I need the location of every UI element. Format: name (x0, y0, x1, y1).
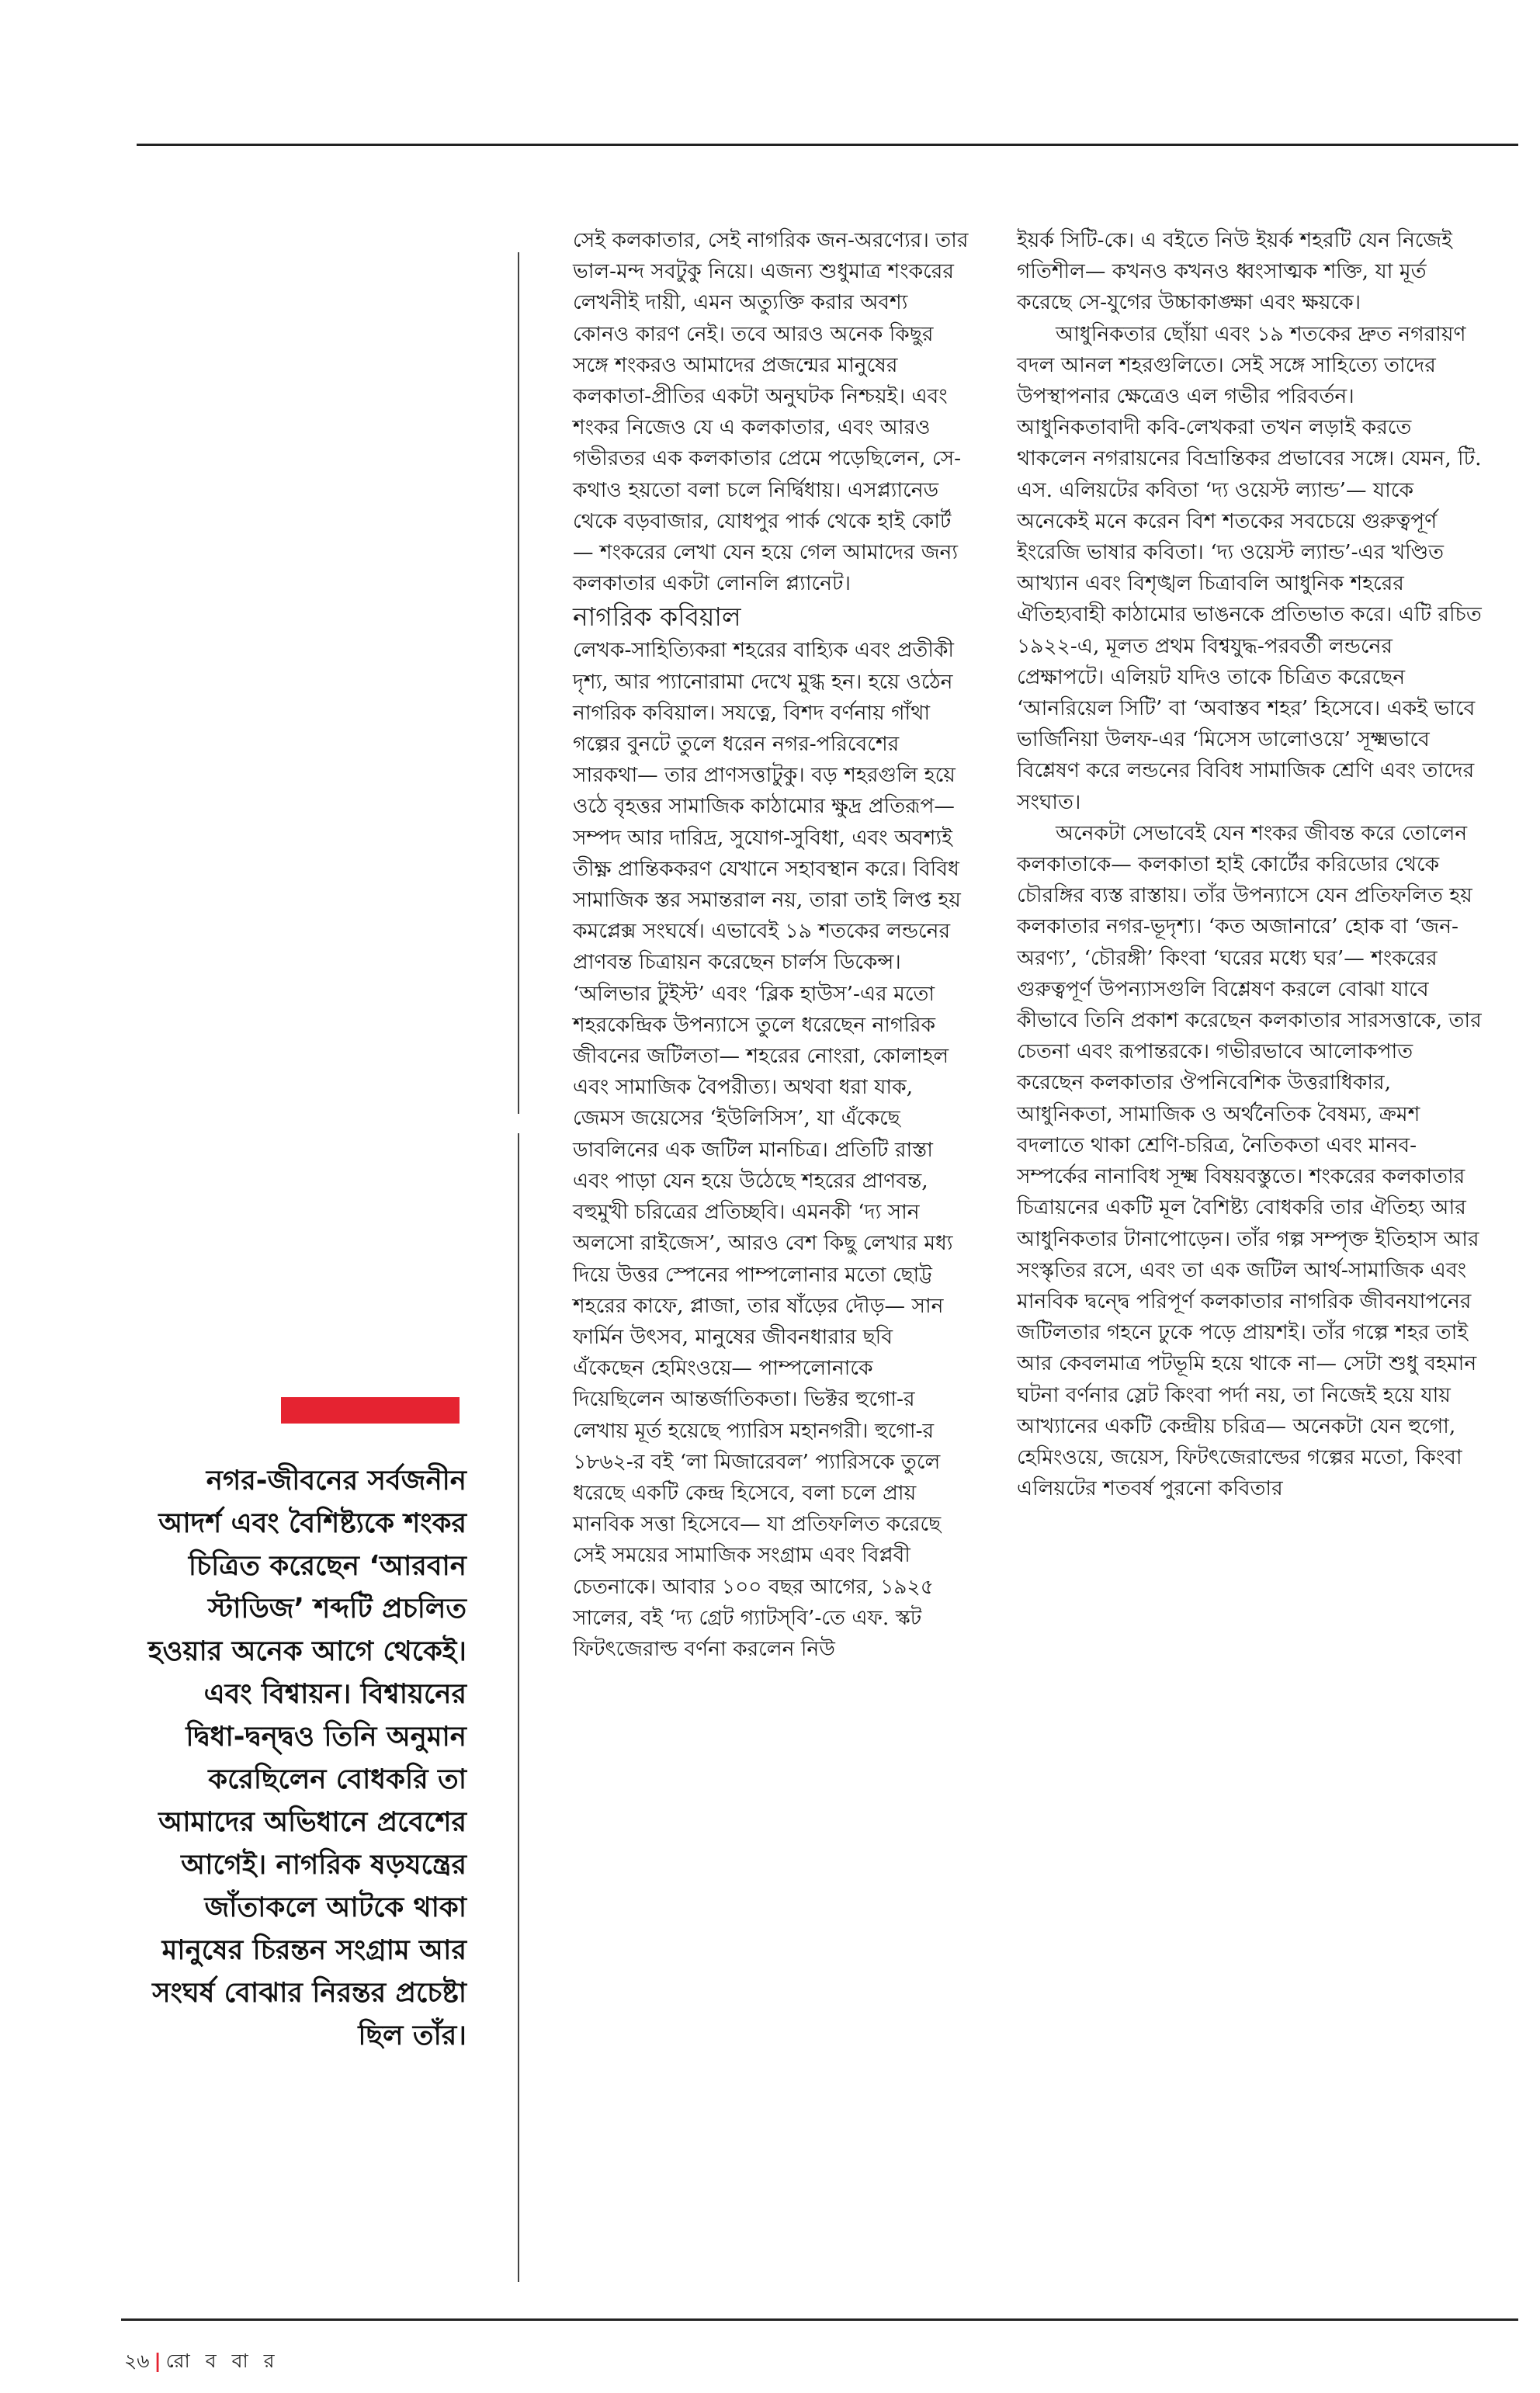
column-divider-upper (518, 252, 519, 1114)
article-column-middle (573, 225, 969, 1665)
footer-separator: | (154, 2350, 161, 2372)
article-paragraph: সেই কলকাতার, সেই নাগরিক জন-অরণ্যের। তার ভাল-মন্দ সবটুকু নিয়ে। এজন্য শুধুমাত্র শংকরের লেখনীই দায়ী, এমন অত্যুক্তি করার অবশ্য কোনও কারণ নেই। তবে আরও অনেক কিছুর সঙ্গে শংকরও আমাদের প্রজন্মের মানুষের কলকাতা-প্রীতির একটা অনুঘটক নিশ্চয়ই। এবং শংকর নিজেও যে এ কলকাতার, এবং আরও গভীরতর এক কলকাতার প্রেমে পড়েছিলেন, সে-কথাও হয়তো বলা চলে নির্দ্বিধায়। এসপ্ল্যানেড থেকে বড়বাজার, যোধপুর পার্ক থেকে হাই কোর্ট— শংকরের লেখা যেন হয়ে গেল আমাদের জন্য কলকাতার একটা লোনলি প্ল্যানেট। (573, 228, 969, 596)
page-footer (124, 2346, 279, 2379)
page-number: ২৬ (124, 2350, 150, 2372)
article-paragraph: অনেকটা সেভাবেই যেন শংকর জীবন্ত করে তোলেন কলকাতাকে— কলকাতা হাই কোর্টের করিডোর থেকে চৌরঙ্গির ব্যস্ত রাস্তায়। তাঁর উপন্যাসে যেন প্রতিফলিত হয় কলকাতার নগর-ভূদৃশ্য। ‘কত অজানারে’ হোক বা ‘জন-অরণ্য’, ‘চৌরঙ্গী’ কিংবা ‘ঘরের মধ্যে ঘর’— শংকরের গুরুত্বপূর্ণ উপন্যাসগুলি বিশ্লেষণ করলে বোঝা যাবে কীভাবে তিনি প্রকাশ করেছেন কলকাতার সারসত্তাকে, তার চেতনা এবং রূপান্তরকে। গভীরভাবে আলোকপাত করেছেন কলকাতার ঔপনিবেশিক উত্তরাধিকার, আধুনিকতা, সামাজিক ও অর্থনৈতিক বৈষম্য, ক্রমশ বদলাতে থাকা শ্রেণি-চরিত্র, নৈতিকতা এবং মানব-সম্পর্কের নানাবিধ সূক্ষ্ম বিষয়বস্তুতে। শংকরের কলকাতার চিত্রায়নের একটি মূল বৈশিষ্ট্য বোধকরি তার ঐতিহ্য আর আধুনিকতার টানাপোড়েন। তাঁর গল্প সম্পৃক্ত ইতিহাস আর সংস্কৃতির রসে, এবং তা এক জটিল আর্থ-সামাজিক এবং মানবিক দ্বন্দ্বে পরিপূর্ণ কলকাতার নাগরিক জীবনযাপনের জটিলতার গহনে ঢুকে পড়ে প্রায়শই। তাঁর গল্পে শহর তাই আর কেবলমাত্র পটভূমি হয়ে থাকে না— সেটা শুধু বহমান ঘটনা বর্ণনার স্লেট কিংবা পর্দা নয়, তা নিজেই হয়ে যায় আখ্যানের একটি কেন্দ্রীয় চরিত্র— অনেকটা যেন হুগো, হেমিংওয়ে, জয়েস, ফিটৎজেরাল্ডের গল্পের মতো, কিংবা এলিয়টের শতবর্ষ পুরনো কবিতার (1017, 820, 1482, 1501)
article-paragraph: লেখক-সাহিত্যিকরা শহরের বাহ্যিক এবং প্রতীকী দৃশ্য, আর প্যানোরামা দেখে মুগ্ধ হন। হয়ে ওঠেন নাগরিক কবিয়াল। সযত্নে, বিশদ বর্ণনায় গাঁথা গল্পের বুনটে তুলে ধরেন নগর-পরিবেশের সারকথা— তার প্রাণসত্তাটুকু। বড় শহরগুলি হয়ে ওঠে বৃহত্তর সামাজিক কাঠামোর ক্ষুদ্র প্রতিরূপ— সম্পদ আর দারিদ্র, সুযোগ-সুবিধা, এবং অবশ্যই তীক্ষ্ণ প্রান্তিককরণ যেখানে সহাবস্থান করে। বিবিধ সামাজিক স্তর সমান্তরাল নয়, তারা তাই লিপ্ত হয় কমপ্লেক্স সংঘর্ষে। এভাবেই ১৯ শতকের লন্ডনের প্রাণবন্ত চিত্রায়ন করেছেন চার্লস ডিকেন্স। ‘অলিভার টুইস্ট’ এবং ‘ব্লিক হাউস’-এর মতো শহরকেন্দ্রিক উপন্যাসে তুলে ধরেছেন নাগরিক জীবনের জটিলতা— শহরের নোংরা, কোলাহল এবং সামাজিক বৈপরীত্য। অথবা ধরা যাক, জেমস জয়েসের ‘ইউলিসিস’, যা এঁকেছে ডাবলিনের এক জটিল মানচিত্র। প্রতিটি রাস্তা এবং পাড়া যেন হয়ে উঠেছে শহরের প্রাণবন্ত, বহুমুখী চরিত্রের প্রতিচ্ছবি। এমনকী ‘দ্য সান অলসো রাইজেস’, আরও বেশ কিছু লেখার মধ্য দিয়ে উত্তর স্পেনের পাম্পলোনার মতো ছোট্ট শহরের কাফে, প্লাজা, তার ষাঁড়ের দৌড়— সান ফার্মিন উৎসব, মানুষের জীবনধারার ছবি এঁকেছেন হেমিংওয়ে— পাম্পলোনাকে দিয়েছিলেন আন্তর্জাতিকতা। ভিক্টর হুগো-র লেখায় মূর্ত হয়েছে প্যারিস মহানগরী। হুগো-র ১৮৬২-র বই ‘লা মিজারেবল’ প্যারিসকে তুলে ধরেছে একটি কেন্দ্র হিসেবে, বলা চলে প্রায় মানবিক সত্তা হিসেবে— যা প্রতিফলিত করেছে সেই সময়ের সামাজিক সংগ্রাম এবং বিপ্লবী চেতনাকে। আবার ১০০ বছর আগের, ১৯২৫ সালের, বই ‘দ্য গ্রেট গ্যাটস্‌বি’-তে এফ. স্কট ফিটৎজেরাল্ড বর্ণনা করলেন নিউ (573, 638, 961, 1661)
pull-quote: নগর-জীবনের সর্বজনীন আদর্শ এবং বৈশিষ্ট্যকে শংকর চিত্রিত করেছেন ‘আরবান স্টাডিজ’ শব্দটি প্রচলিত হওয়ার অনেক আগে থেকেই। এবং বিশ্বায়ন। বিশ্বায়নের দ্বিধা-দ্বন্দ্বও তিনি অনুমান করেছিলেন বোধকরি তা আমাদের অভিধানে প্রবেশের আগেই। নাগরিক ষড়যন্ত্রের জাঁতাকলে আটকে থাকা মানুষের চিরন্তন সংগ্রাম আর সংঘর্ষ বোঝার নিরন্তর প্রচেষ্টা ছিল তাঁর। (147, 1465, 467, 2051)
column-divider-lower (518, 1133, 519, 2282)
pull-quote-accent-bar (281, 1397, 460, 1424)
article-column-right (1017, 225, 1483, 1504)
article-paragraph: আধুনিকতার ছোঁয়া এবং ১৯ শতকের দ্রুত নগরায়ণ বদল আনল শহরগুলিতে। সেই সঙ্গে সাহিত্যে তাদের উপস্থাপনার ক্ষেত্রেও এল গভীর পরিবর্তন। আধুনিকতাবাদী কবি-লেখকরা তখন লড়াই করতে থাকলেন নগরায়নের বিভ্রান্তিকর প্রভাবের সঙ্গে। যেমন, টি. এস. এলিয়টের কবিতা ‘দ্য ওয়েস্ট ল্যান্ড’— যাকে অনেকেই মনে করেন বিশ শতকের সবচেয়ে গুরুত্বপূর্ণ ইংরেজি ভাষার কবিতা। ‘দ্য ওয়েস্ট ল্যান্ড’-এর খণ্ডিত আখ্যান এবং বিশৃঙ্খল চিত্রাবলি আধুনিক শহরের ঐতিহ্যবাহী কাঠামোর ভাঙনকে প্রতিভাত করে। এটি রচিত ১৯২২-এ, মূলত প্রথম বিশ্বযুদ্ধ-পরবর্তী লন্ডনের প্রেক্ষাপটে। এলিয়ট যদিও তাকে চিত্রিত করেছেন ‘আনরিয়েল সিটি’ বা ‘অবাস্তব শহর’ হিসেবে। একই ভাবে ভার্জিনিয়া উলফ-এর ‘মিসেস ডালোওয়ে’ সূক্ষ্মভাবে বিশ্লেষণ করে লন্ডনের বিবিধ সামাজিক শ্রেণি এবং তাদের সংঘাত। (1017, 321, 1482, 814)
magazine-name: রো ব বা র (165, 2350, 279, 2372)
article-paragraph: ইয়র্ক সিটি-কে। এ বইতে নিউ ইয়র্ক শহরটি যেন নিজেই গতিশীল— কখনও কখনও ধ্বংসাত্মক শক্তি, যা মূর্ত করেছে সে-যুগের উচ্চাকাঙ্ক্ষা এবং ক্ষয়কে। (1017, 228, 1452, 315)
bottom-rule (121, 2318, 1518, 2321)
top-rule (137, 144, 1518, 146)
section-subheading: নাগরিক কবিয়াল (573, 602, 741, 633)
